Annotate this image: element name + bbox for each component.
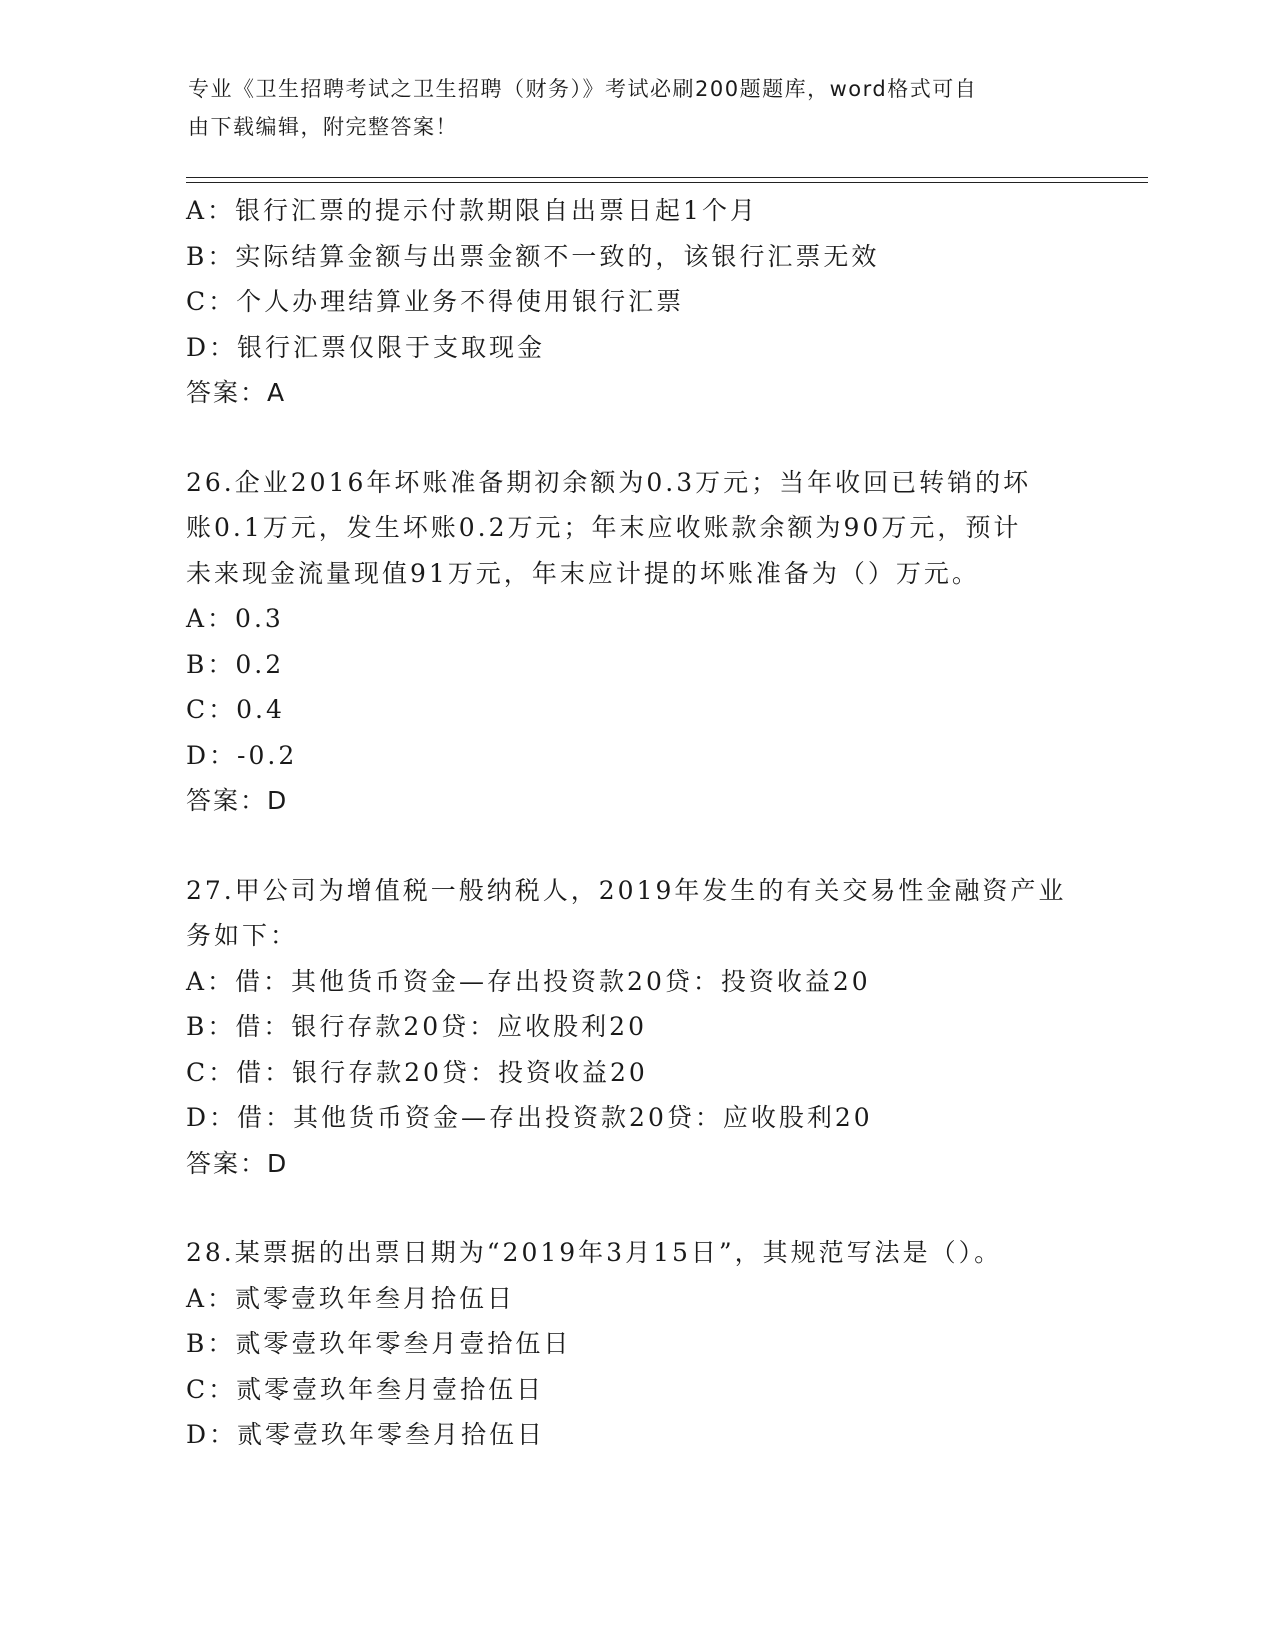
header-title-line-1: 专业《卫生招聘考试之卫生招聘（财务）》考试必刷200题题库，word格式可自 (188, 77, 978, 101)
option-d: D：银行汇票仅限于支取现金 (186, 332, 546, 362)
option-c: C：借：银行存款20贷：投资收益20 (186, 1057, 648, 1087)
header-divider-top (186, 177, 1148, 178)
question-stem-line: 27.甲公司为增值税一般纳税人，2019年发生的有关交易性金融资产业 (186, 875, 1067, 905)
option-a: A：银行汇票的提示付款期限自出票日起1个月 (186, 196, 758, 225)
option-a: A：贰零壹玖年叁月拾伍日 (186, 1283, 516, 1313)
answer: 答案：D (186, 1148, 289, 1178)
document-body (186, 188, 1086, 1458)
option-b: B：贰零壹玖年零叁月壹拾伍日 (186, 1329, 572, 1358)
answer: 答案：A (186, 378, 287, 407)
question-25 (186, 188, 1086, 416)
document-header (188, 70, 1088, 146)
option-c: C：个人办理结算业务不得使用银行汇票 (186, 287, 685, 316)
option-a: A：借：其他货币资金—存出投资款20贷：投资收益20 (186, 966, 871, 996)
question-stem-line: 未来现金流量现值91万元，年末应计提的坏账准备为（）万元。 (186, 558, 980, 588)
header-title-line-2: 由下载编辑，附完整答案！ (188, 115, 458, 139)
question-28 (186, 1230, 1086, 1458)
answer: 答案：D (186, 786, 289, 815)
question-stem-line: 28.某票据的出票日期为“2019年3月15日”，其规范写法是（）。 (186, 1238, 1003, 1267)
question-stem-line: 务如下： (186, 921, 299, 950)
option-c: C：0.4 (186, 695, 285, 724)
option-d: D：借：其他货币资金—存出投资款20贷：应收股利20 (186, 1103, 873, 1132)
option-d: D：-0.2 (186, 740, 298, 770)
option-b: B：0.2 (186, 649, 285, 679)
header-divider-bottom (186, 182, 1148, 183)
question-stem-line: 账0.1万元，发生坏账0.2万元；年末应收账款余额为90万元，预计 (186, 513, 1022, 542)
option-c: C：贰零壹玖年叁月壹拾伍日 (186, 1374, 545, 1404)
option-b: B：借：银行存款20贷：应收股利20 (186, 1012, 647, 1041)
question-26 (186, 460, 1086, 824)
option-a: A：0.3 (186, 604, 284, 633)
question-27 (186, 868, 1086, 1187)
option-d: D：贰零壹玖年零叁月拾伍日 (186, 1420, 546, 1449)
question-stem-line: 26.企业2016年坏账准备期初余额为0.3万元；当年收回已转销的坏 (186, 467, 1032, 497)
option-b: B：实际结算金额与出票金额不一致的，该银行汇票无效 (186, 241, 880, 271)
